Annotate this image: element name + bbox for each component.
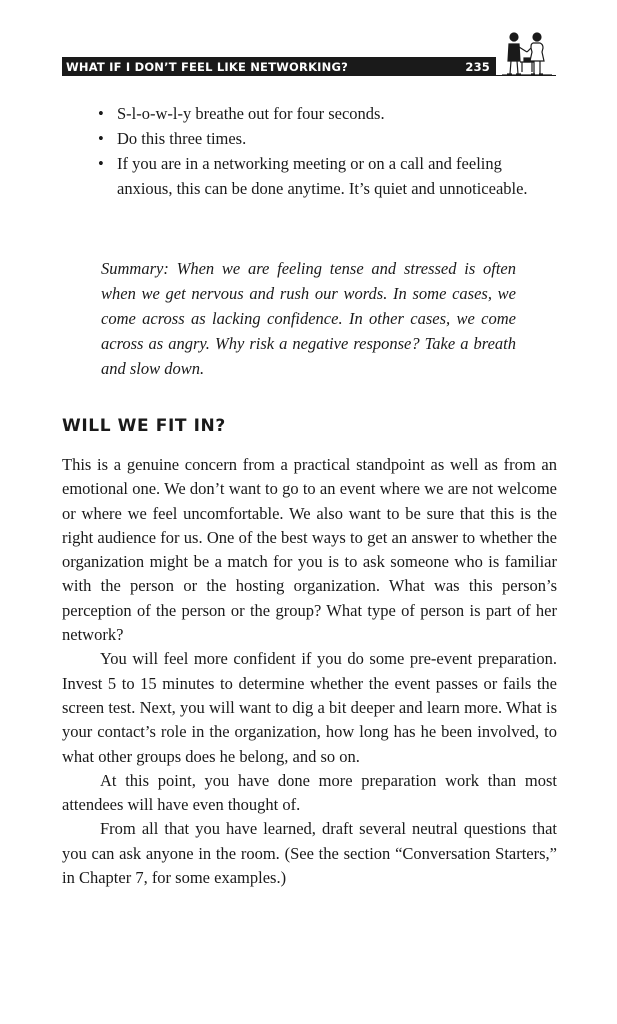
list-item <box>98 151 538 201</box>
bullet-marker: • <box>98 154 104 173</box>
handshake-figures-icon <box>500 28 554 78</box>
list-item-text: If you are in a networking meeting or on a call and feeling anxious, this can be done anytime. It’s quiet and unnoticeable. <box>117 154 528 198</box>
section-heading: WILL WE FIT IN? <box>62 416 226 436</box>
breathing-steps-list <box>98 101 538 201</box>
summary-paragraph: Summary: When we are feeling tense and stressed is often when we get nervous and rush our words. In some cases, we come across as lacking confidence. In other cases, we come across as angry. Why risk a negative response? Take a breath and slow down. <box>101 259 516 378</box>
list-item <box>98 126 538 151</box>
bullet-marker: • <box>98 104 104 123</box>
running-head-title: WHAT IF I DON’T FEEL LIKE NETWORKING? <box>66 60 348 74</box>
section-body <box>62 453 557 890</box>
page-number: 235 <box>465 60 490 74</box>
body-paragraph: From all that you have learned, draft several neutral questions that you can ask anyone in the room. (See the section “Conversation Starters,” in Chapter 7, for some examples.) <box>62 819 557 888</box>
body-paragraph: You will feel more confident if you do some pre-event preparation. Invest 5 to 15 minutes to determine whether the event passes or fails the screen test. Next, you will want to dig a bit deeper and learn more. What is your contact’s role in the organization, how long has he been involved, to what other groups does he belong, and so on. <box>62 649 557 766</box>
body-paragraph: This is a genuine concern from a practical standpoint as well as from an emotional one. We don’t want to go to an event where we are not welcome or where we feel uncomfortable. We also want to be sure that this is the right audience for us. One of the best ways to get an answer to whether the organization might be a match for you is to ask someone who is familiar with the person or the hosting organization. What was this person’s perception of the person or the group? What type of person is part of her network? <box>62 455 557 645</box>
list-item-text: Do this three times. <box>117 129 247 148</box>
running-header-bar <box>62 57 496 76</box>
list-item-text: S-l-o-w-l-y breathe out for four seconds. <box>117 104 385 123</box>
bullet-marker: • <box>98 129 104 148</box>
list-item <box>98 101 538 126</box>
body-paragraph: At this point, you have done more preparation work than most attendees will have even thought of. <box>62 770 557 815</box>
